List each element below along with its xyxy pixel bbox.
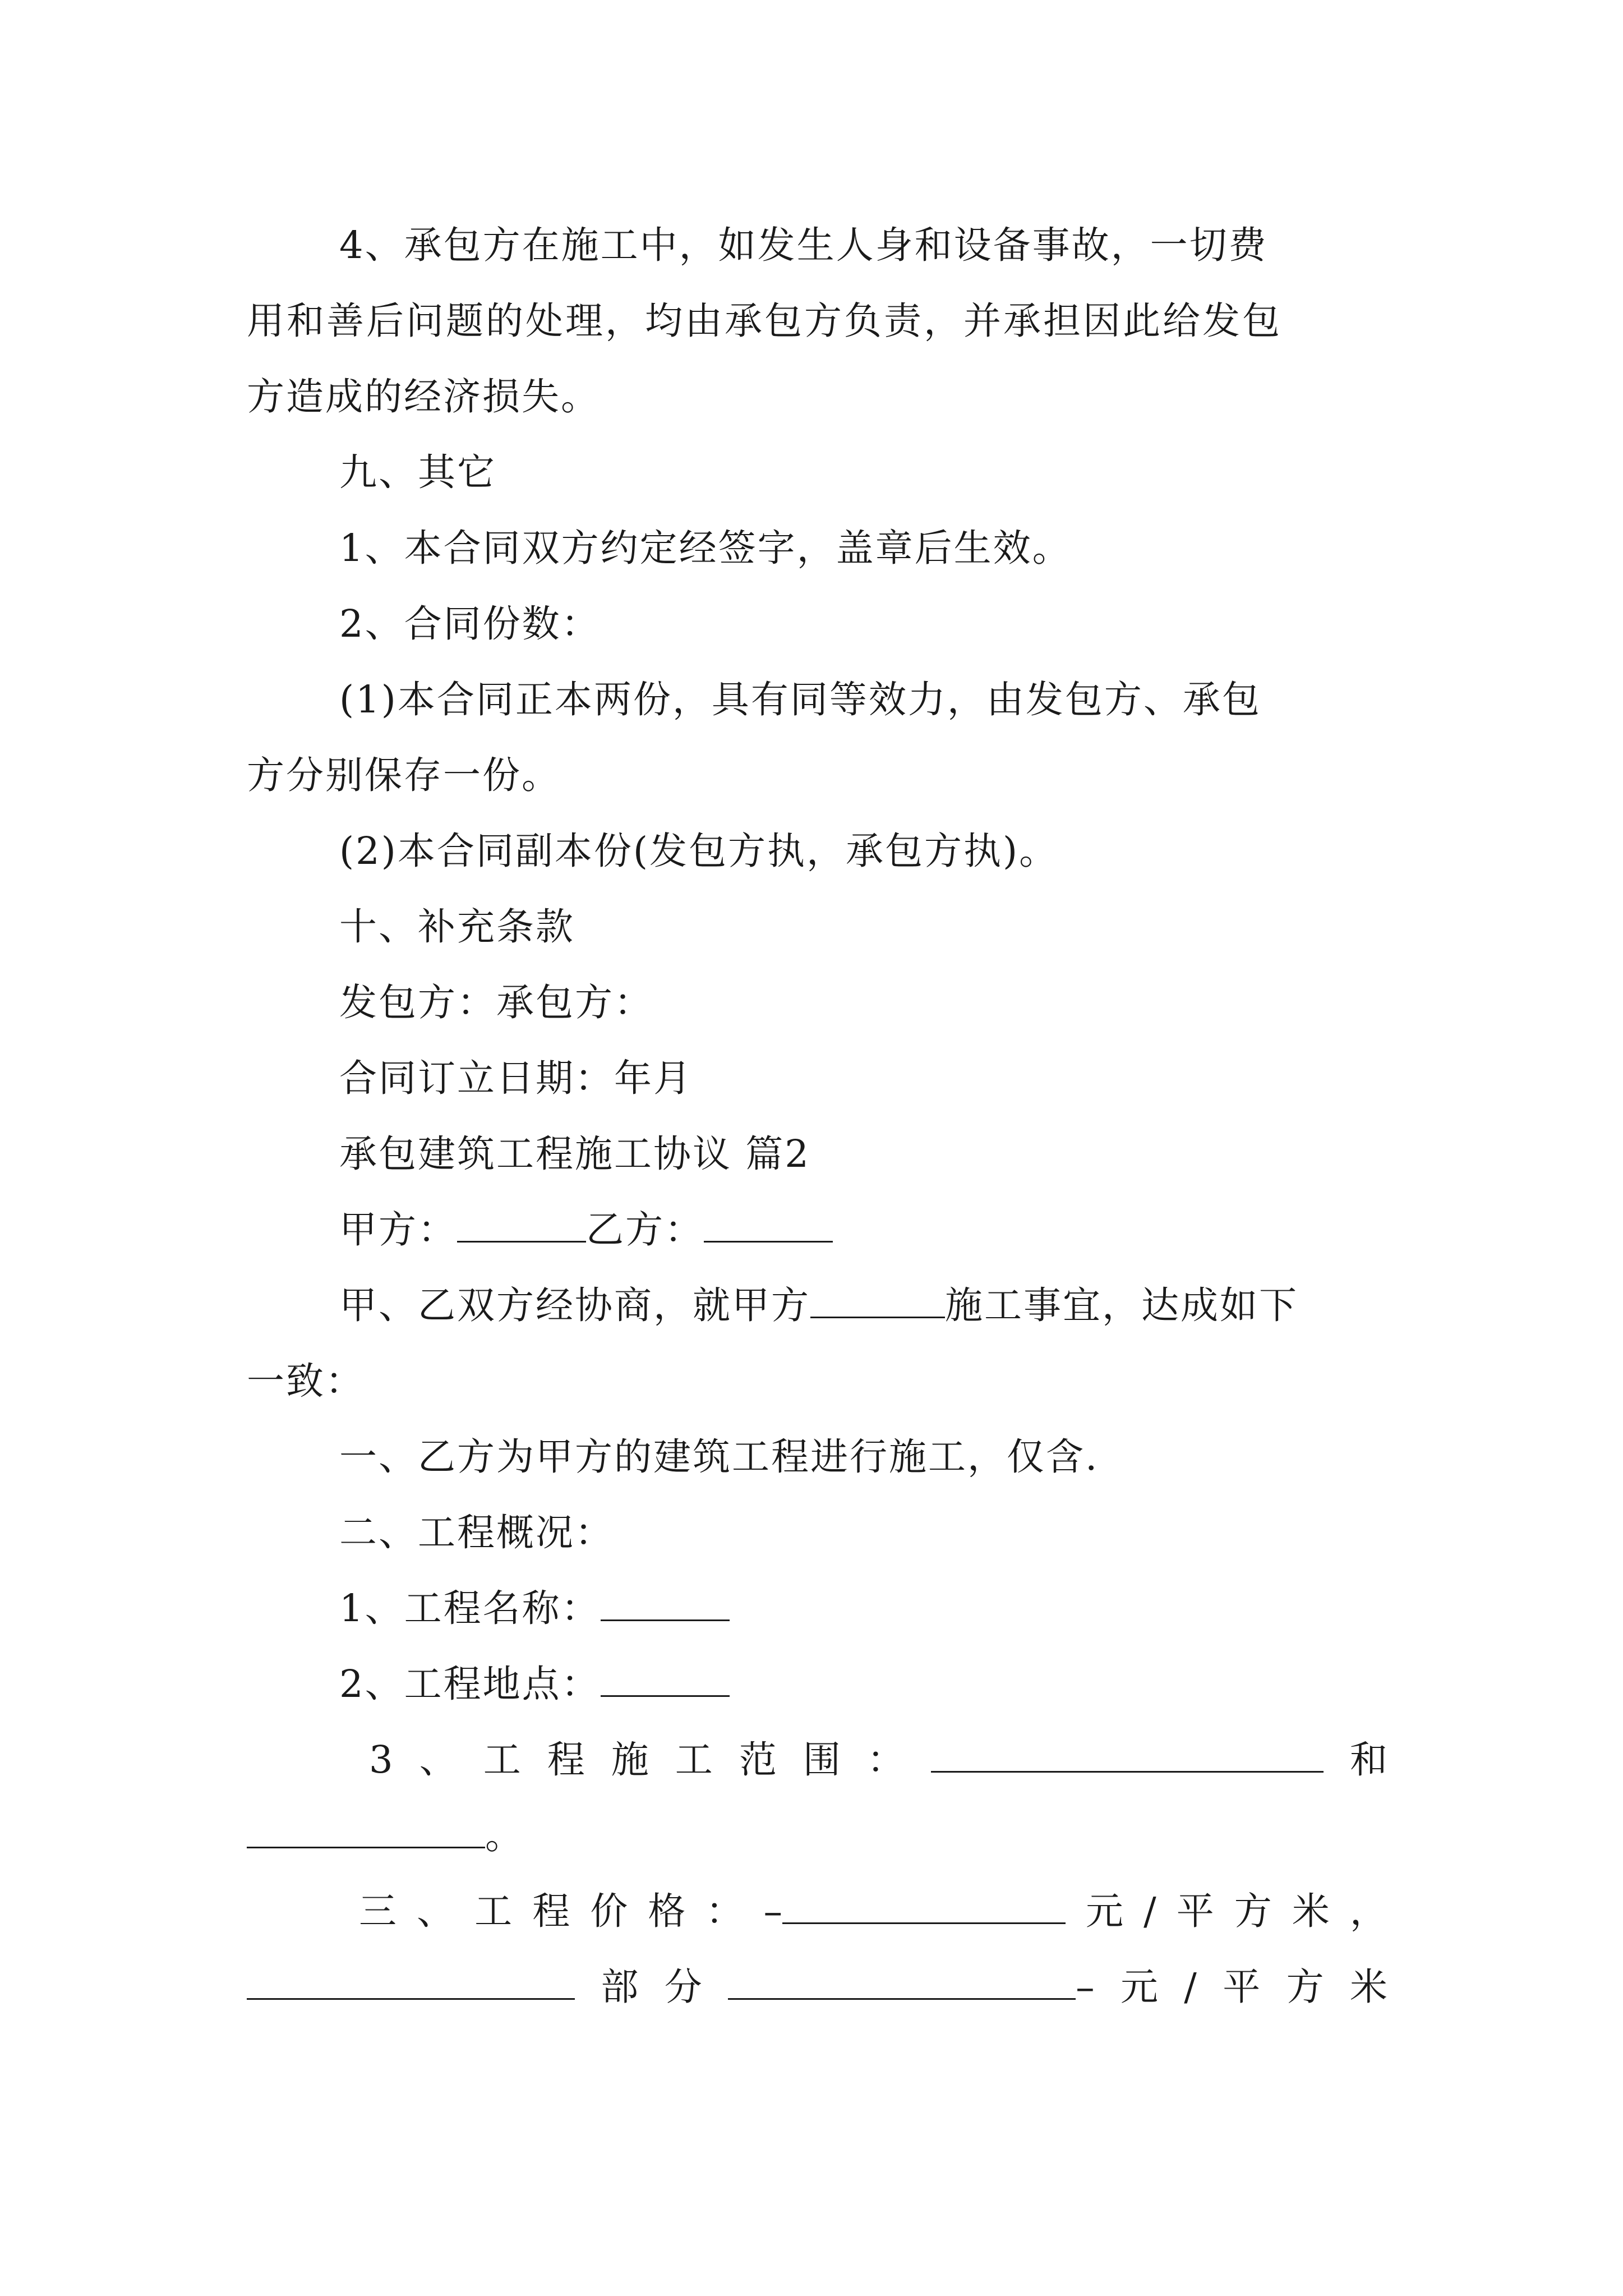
paragraph-line: 4、承包方在施工中，如发生人身和设备事故，一切费 [339,223,1268,267]
date-line: 合同订立日期：年月 [339,1056,693,1100]
paragraph-line: (2)本合同副本份(发包方执，承包方执)。 [339,829,1059,873]
scope-char: 围 [803,1738,841,1782]
price-blank-3 [728,1963,1076,2000]
price-unit-char: 元 [1086,1889,1123,1933]
project-site-blank [601,1660,730,1697]
party-a-label: 甲方： [339,1208,457,1251]
paragraph-line: 用和善后问题的处理，均由承包方负责，并承担因此给发包 [247,299,1282,343]
price-unit-char: 米 [1292,1889,1330,1933]
section-heading: 十、补充条款 [339,905,575,949]
price-unit-char: 方 [1286,1965,1324,2009]
party-line [339,1204,833,1255]
price-blank-2 [247,1963,575,2000]
price-unit-char: 米 [1349,1965,1387,2009]
paragraph-line: 方分别保存一份。 [247,753,561,797]
project-name-label: 1、工程名称： [339,1586,601,1630]
party-a-blank [457,1206,586,1243]
price-part-char: 分 [664,1965,702,2009]
scope-and: 和 [1349,1738,1387,1782]
project-site-line [339,1659,730,1709]
price-char: 价 [590,1889,628,1933]
scope-char: 程 [547,1738,585,1782]
scope-char: 范 [739,1738,777,1782]
price-line [247,1886,1387,1936]
paragraph-line: 一致： [247,1359,365,1403]
consult-text-end: 施工事宜，达成如下 [945,1283,1298,1327]
paragraph-line: 一、乙方为甲方的建筑工程进行施工，仅含. [339,1435,1099,1479]
scope-cont-line [247,1810,524,1861]
scope-char: 、 [419,1738,457,1782]
price-blank [782,1888,1066,1924]
paragraph-line: 1、本合同双方约定经签字，盖章后生效。 [339,526,1072,570]
scope-char: 施 [611,1738,649,1782]
price-blank-group [728,1962,1095,2012]
project-site-label: 2、工程地点： [339,1662,601,1706]
price-dash-2: – [1076,1965,1095,2009]
price-unit-char: 方 [1234,1889,1272,1933]
price-char: 工 [474,1889,513,1933]
price-dash-group [763,1886,1066,1936]
project-name-blank [601,1585,730,1621]
price-char: 、 [417,1889,455,1933]
section-heading: 二、工程概况： [339,1511,614,1554]
document-title: 承包建筑工程施工协议 篇2 [339,1132,810,1176]
price-unit-char: 元 [1120,1965,1158,2009]
price-cont-line [247,1962,1387,2012]
scope-blank [931,1736,1324,1773]
price-unit-char: / [1144,1889,1156,1933]
price-char: ： [706,1889,744,1933]
paragraph-line: 2、合同份数： [339,602,601,646]
price-char: 格 [648,1889,686,1933]
project-name-line [339,1583,730,1634]
section-heading: 九、其它 [339,450,496,494]
scope-char: 工 [675,1738,713,1782]
scope-blank-2 [247,1812,485,1848]
paragraph-line: 方造成的经济损失。 [247,375,600,418]
consult-text: 甲、乙双方经协商，就甲方 [339,1283,810,1327]
scope-char: ： [866,1738,905,1782]
scope-char: 工 [483,1738,521,1782]
paragraph-line: (1)本合同正本两份，具有同等效力，由发包方、承包 [339,678,1261,721]
price-unit-char: 平 [1176,1889,1214,1933]
price-unit-char: ， [1349,1889,1387,1933]
price-unit-char: / [1184,1965,1197,2009]
signature-line: 发包方：承包方： [339,981,653,1024]
price-part-char: 部 [601,1965,639,2009]
price-char: 三 [359,1889,396,1933]
consult-blank [810,1282,945,1318]
paragraph-line [339,1280,1298,1331]
scope-end: 。 [485,1814,524,1857]
party-b-label: 乙方： [586,1208,704,1251]
scope-char: 3 [369,1738,393,1782]
price-char: 程 [532,1889,570,1933]
scope-line [247,1734,1387,1785]
price-unit-char: 平 [1223,1965,1261,2009]
party-b-blank [704,1206,833,1243]
price-dash: – [763,1889,782,1933]
